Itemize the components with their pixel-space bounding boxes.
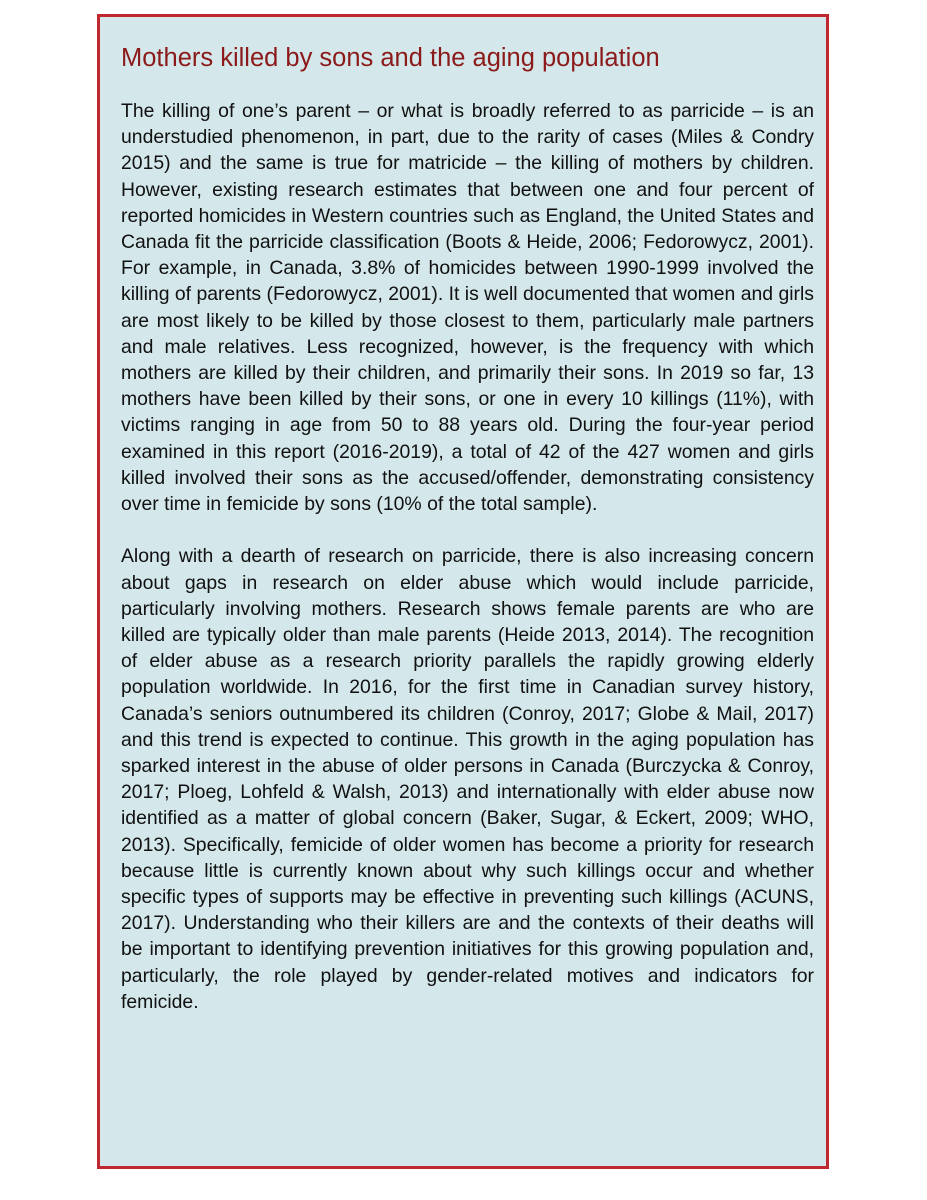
callout-title: Mothers killed by sons and the aging population: [121, 44, 660, 72]
callout-body: [121, 98, 814, 1015]
callout-box: [97, 14, 829, 1169]
body-paragraph-2: Along with a dearth of research on parricide, there is also increasing concern about gaps in research on elder abuse which would include parricide, particularly involving mothers. Research shows female parents are who are killed are typically older than male parents (Heide 2013, 2014). The recognition of elder abuse as a research priority parallels the rapidly growing elderly population worldwide. In 2016, for the first time in Canadian survey history, Canada’s seniors outnumbered its children (Conroy, 2017; Globe & Mail, 2017) and this trend is expected to continue. This growth in the aging population has sparked interest in the abuse of older persons in Canada (Burczycka & Conroy, 2017; Ploeg, Lohfeld & Walsh, 2013) and internationally with elder abuse now identified as a matter of global concern (Baker, Sugar, & Eckert, 2009; WHO, 2013). Specifically, femicide of older women has become a priority for research because little is currently known about why such killings occur and whether specific types of supports may be effective in preventing such killings (ACUNS, 2017). Understanding who their killers are and the contexts of their deaths will be important to identifying prevention initiatives for this growing population and, particularly, the role played by gender-related motives and indicators for femicide.: [121, 545, 814, 1013]
body-paragraph-1: The killing of one’s parent – or what is broadly referred to as parricide – is an understudied phenomenon, in part, due to the rarity of cases (Miles & Condry 2015) and the same is true for matricide – the killing of mothers by children. However, existing research estimates that between one and four percent of reported homicides in Western countries such as England, the United States and Canada fit the parricide classification (Boots & Heide, 2006; Fedorowycz, 2001). For example, in Canada, 3.8% of homicides between 1990-1999 involved the killing of parents (Fedorowycz, 2001). It is well documented that women and girls are most likely to be killed by those closest to them, particularly male partners and male relatives. Less recognized, however, is the frequency with which mothers are killed by their children, and primarily their sons. In 2019 so far, 13 mothers have been killed by their sons, or one in every 10 killings (11%), with victims ranging in age from 50 to 88 years old. During the four-year period examined in this report (2016-2019), a total of 42 of the 427 women and girls killed involved their sons as the accused/offender, demonstrating consistency over time in femicide by sons (10% of the total sample).: [121, 100, 815, 516]
